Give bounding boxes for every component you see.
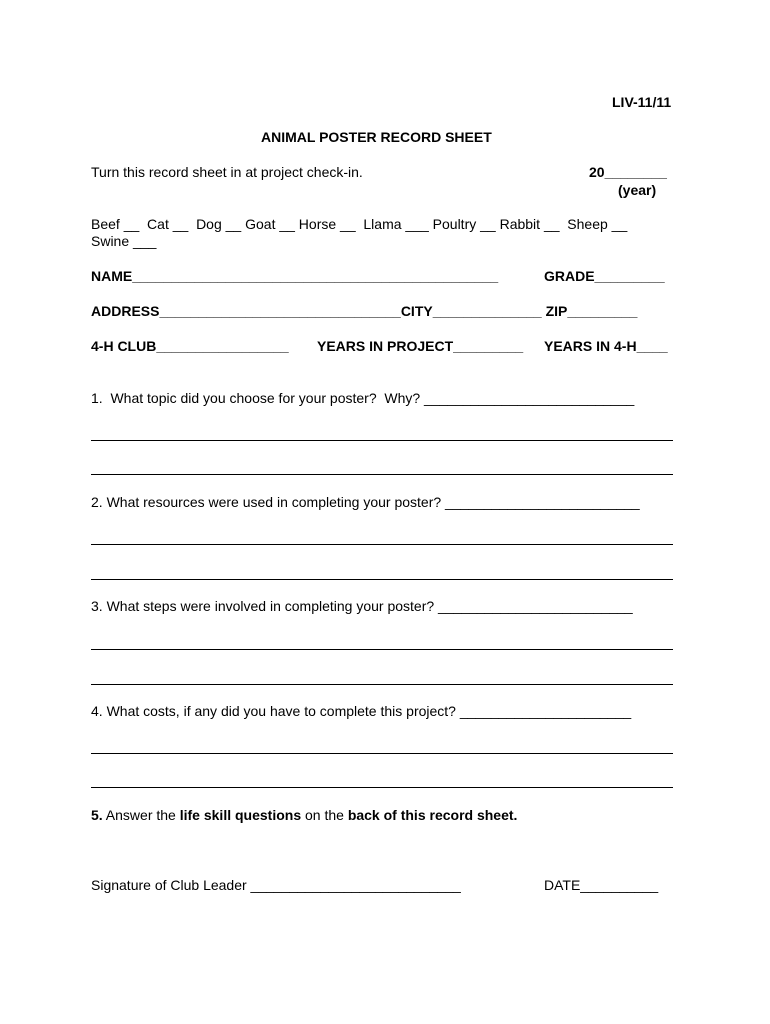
answer-line[interactable] (91, 649, 673, 650)
name-field[interactable]: NAME_______________________________________________ (91, 268, 499, 284)
question-5 (91, 807, 517, 824)
answer-line[interactable] (91, 440, 673, 441)
question-5-emphasis: life skill questions (179, 807, 302, 823)
answer-line[interactable] (91, 787, 673, 788)
page-title: ANIMAL POSTER RECORD SHEET (261, 129, 492, 145)
animal-options-line-2[interactable]: Swine ___ (91, 233, 157, 249)
grade-field[interactable]: GRADE_________ (544, 268, 665, 284)
animal-options-line-1[interactable]: Beef __ Cat __ Dog __ Goat __ Horse __ Llama ___ Poultry __ Rabbit __ Sheep __ (91, 216, 628, 232)
answer-line[interactable] (91, 579, 673, 580)
answer-line[interactable] (91, 753, 673, 754)
club-field[interactable]: 4-H CLUB_________________ (91, 338, 289, 354)
question-4: 4. What costs, if any did you have to complete this project? ______________________ (91, 703, 632, 719)
year-field[interactable]: 20________ (589, 164, 667, 180)
question-5-emphasis: back of this record sheet. (347, 807, 518, 823)
years-in-project-field[interactable]: YEARS IN PROJECT_________ (317, 338, 524, 354)
answer-line[interactable] (91, 474, 673, 475)
answer-line[interactable] (91, 544, 673, 545)
question-3: 3. What steps were involved in completing your poster? _________________________ (91, 598, 633, 614)
question-2: 2. What resources were used in completing your poster? _________________________ (91, 494, 640, 510)
answer-line[interactable] (91, 684, 673, 685)
year-label: (year) (618, 182, 657, 198)
address-city-zip-field[interactable]: ADDRESS_______________________________CITY______________ ZIP_________ (91, 303, 638, 319)
question-5-text: Answer the (102, 807, 180, 823)
years-in-4h-field[interactable]: YEARS IN 4-H____ (544, 338, 668, 354)
signature-field[interactable]: Signature of Club Leader ___________________________ (91, 877, 461, 893)
instructions-text: Turn this record sheet in at project check-in. (91, 164, 363, 180)
form-code: LIV-11/11 (612, 94, 672, 110)
question-1: 1. What topic did you choose for your poster? Why? ___________________________ (91, 390, 635, 406)
question-5-number: 5. (91, 807, 103, 823)
date-field[interactable]: DATE__________ (544, 877, 659, 893)
question-5-text: on the (301, 807, 348, 823)
